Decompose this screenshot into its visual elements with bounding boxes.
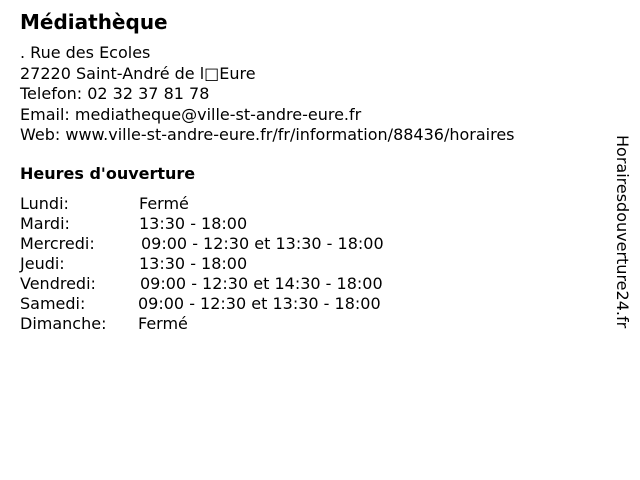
page-title: Médiathèque [20, 10, 168, 34]
time-value: 13:30 - 18:00 [139, 214, 248, 233]
day-label: Mercredi: [20, 234, 95, 253]
day-label: Samedi: [20, 294, 86, 313]
day-label: Vendredi: [20, 274, 96, 293]
time-value: 09:00 - 12:30 et 13:30 - 18:00 [138, 294, 381, 313]
phone-line: Telefon: 02 32 37 81 78 [20, 84, 210, 103]
time-value: 09:00 - 12:30 et 13:30 - 18:00 [141, 234, 384, 253]
day-label: Lundi: [20, 194, 69, 213]
time-value: Fermé [138, 314, 188, 333]
time-value: Fermé [139, 194, 189, 213]
address-block [20, 43, 515, 146]
day-label: Dimanche: [20, 314, 107, 333]
street-line: . Rue des Ecoles [20, 43, 151, 62]
day-label: Jeudi: [20, 254, 65, 273]
email-line: Email: mediatheque@ville-st-andre-eure.fr [20, 104, 362, 124]
site-watermark: Horairesdouverture24.fr [613, 135, 632, 329]
day-label: Mardi: [20, 214, 70, 233]
city-line: 27220 Saint-André de l□Eure [20, 63, 256, 83]
time-value: 09:00 - 12:30 et 14:30 - 18:00 [140, 274, 383, 293]
hours-heading: Heures d'ouverture [20, 164, 196, 183]
web-line: Web: www.ville-st-andre-eure.fr/fr/information/88436/horaires [20, 125, 515, 144]
time-value: 13:30 - 18:00 [139, 254, 248, 273]
